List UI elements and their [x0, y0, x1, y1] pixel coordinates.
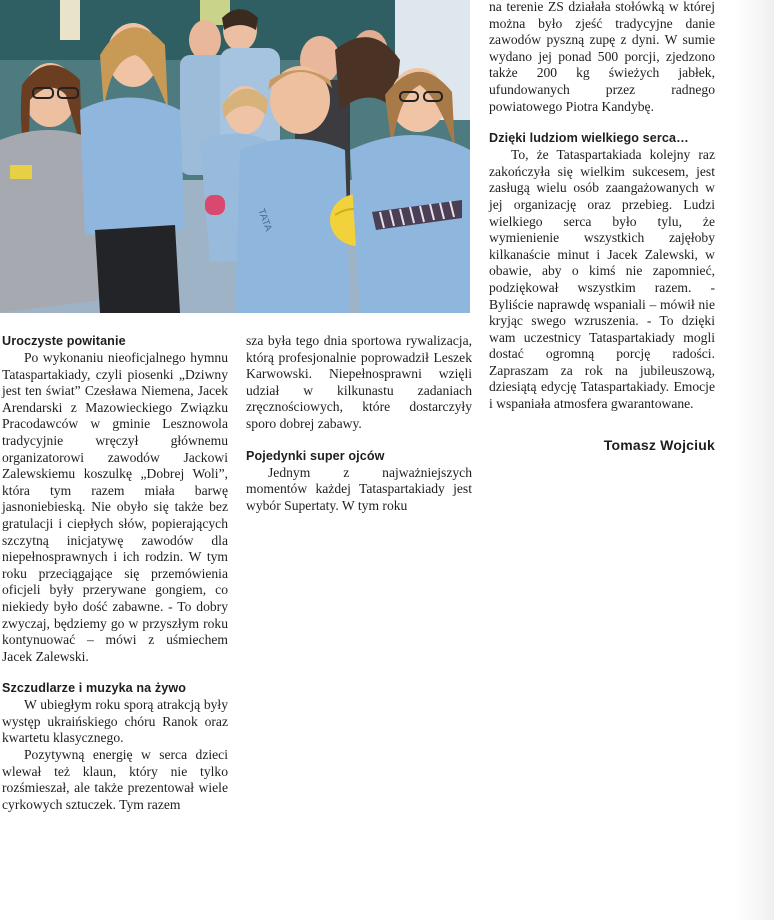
page-gutter-shadow	[734, 0, 774, 920]
author-byline: Tomasz Wojciuk	[603, 436, 715, 453]
paragraph: Po wykonaniu nieoficjalnego hymnu Tataspartakiady, czyli piosenki „Dziwny jest ten świat” Czesława Niemena, Jacek Arendarski z Mazowieckiego Związku Pracodawców w gminie Lesznowola tradycyjnie wręczył głównemu organizatorowi zawodów Jackowi Zalewskiemu koszulkę „Dobrej Woli”, która tym razem miała barwę jasnoniebieską. Nie obyło się także bez gratulacji i ciepłych słów, popierających szczytną inicjatywę zawodów dla niepełnosprawnych i ich rodzin. W tym roku przeciągające się przemówienia oficjeli były przerywane gongiem, co niekiedy było dość zabawne. - To dobry zwyczaj, będziemy go w przyszłym roku kontynuować – mówi z uśmiechem Jacek Zalewski.	[2, 350, 228, 664]
section-heading-pojedynki: Pojedynki super ojców	[246, 448, 385, 463]
paragraph: Jednym z najważniejszych momentów każdej Tataspartakiady jest wybór Supertaty. W tym roku	[246, 464, 472, 513]
article-photo	[0, 0, 470, 313]
paragraph: na terenie ZS działała stołówką w której można było zjeść tradycyjne danie zawodów pyszną zupę z dyni. W sumie wydano jej ponad 500 porcji, zjedzono także 200 kg świeżych jabłek, ufundowanych przez radnego powiatowego Piotra Kandybę.	[489, 0, 715, 114]
paragraph: sza była tego dnia sportowa rywalizacja, którą profesjonalnie poprowadził Leszek Karwowski. Niepełnosprawni wzięli udział w kilkunastu zadaniach zręcznościowych, które dostarczyły sporo dobrej zabawy.	[246, 333, 472, 431]
paragraph: To, że Tataspartakiada kolejny raz zakończyła się wielkim sukcesem, jest zasługą wielu osób zaangażowanych w jej organizację oraz przebieg. Ludzi wielkiego serca było tylu, że wymienienie wszystkich zajęłoby kilkanaście minut i Jacek Zalewski, w obawie, aby o kimś nie zapomnieć, podziękował wszystkim razem. - Byliście naprawdę wspaniali – mówił nie kryjąc swego wzruszenia. - To dzięki wam uczestnicy Tataspartakiady mogli dostać ogromną porcję radości. Zapraszam za rok na jubileuszową, dziesiątą edycję Tataspartakiady. Emocje i wspaniała atmosfera gwarantowane.	[489, 147, 715, 412]
shirt-print: TATA	[255, 207, 274, 233]
photo-illustration	[0, 0, 470, 313]
section-heading-uroczyste-powitanie: Uroczyste powitanie	[2, 334, 126, 348]
section-heading-dzieki-ludziom: Dzięki ludziom wielkiego serca…	[489, 131, 689, 146]
paragraph: Pozytywną energię w serca dzieci wlewał też klaun, który nie tylko rozśmieszał, ale także prezentował wiele cyrkowych sztuczek. Tym razem	[2, 747, 228, 812]
section-heading-szczudlarze: Szczudlarze i muzyka na żywo	[2, 681, 187, 696]
column-2	[246, 333, 472, 514]
column-3	[489, 0, 715, 453]
column-1	[2, 333, 228, 813]
paragraph: W ubiegłym roku sporą atrakcją były występ ukraińskiego chóru Ranok oraz kwartetu klasycznego.	[2, 697, 228, 746]
